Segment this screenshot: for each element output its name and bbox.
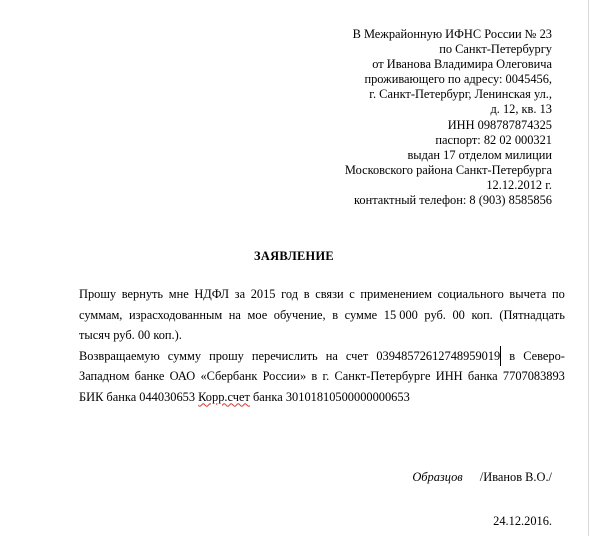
word: с [349,287,355,301]
word: связи [315,287,344,301]
word: «Сбербанк [200,369,258,383]
word: сумме [344,307,378,322]
bik-text: БИК банка 044030653 [79,389,199,404]
addressee-block [345,27,552,208]
header-line: контактный телефон: 8 (903) 8585856 [354,193,552,208]
body-line-2 [79,305,565,326]
word: Прошу [79,287,117,301]
header-line: от Иванова Владимира Олеговича [372,57,552,72]
word: 15 000 [383,307,418,322]
word: вычета [509,287,547,301]
word: счет [345,348,369,363]
word: России» [262,369,307,383]
word: по [552,287,565,301]
signature-block [412,470,552,485]
word: год [281,287,299,301]
word: в [303,287,310,301]
body-line-1 [79,284,565,305]
word: за [234,287,246,301]
body-line-4 [79,346,565,367]
word: мое [247,307,268,322]
body-line-5 [79,366,565,387]
header-line: 12.12.2012 г. [486,177,552,192]
header-line: проживающего по адресу: 0045456, [364,72,552,87]
document-body[interactable] [79,284,565,407]
word: Северо- [523,348,565,363]
header-line: д. 12, кв. 13 [490,102,552,117]
word: банка [467,369,498,383]
word: в [332,307,339,322]
word: обучение, [273,307,326,322]
word: г. [322,369,330,383]
word: коп. [471,307,493,322]
signature-sample: Образцов [412,470,463,484]
word: НДФЛ [194,287,230,301]
word: прошу [209,348,244,363]
word: банке [134,369,165,383]
word: израсходованным [128,307,223,322]
header-line: ИНН 098787874325 [447,117,552,132]
word: суммам, [79,307,123,322]
word: на [325,348,338,363]
document-title: ЗАЯВЛЕНИЕ [254,249,334,263]
header-line: г. Санкт-Петербург, Ленинская ул., [369,87,552,102]
word: 7707083893 [502,369,565,383]
word: ИНН [435,369,463,383]
document-date: 24.12.2016. [493,514,552,528]
word: 00 [452,307,465,322]
word: перечислить [251,348,318,363]
body-line-3: тысяч руб. 00 коп.). [79,328,182,342]
account-number: 03948572612748959019 [376,346,501,367]
word: на [228,307,241,322]
word: Санкт-Петербурге [334,369,431,383]
spellcheck-flagged-word: Корр.счет [198,389,250,404]
word: социального [437,287,504,301]
body-line-6 [79,387,565,408]
word: вернуть [121,287,164,301]
word: (Пятнадцать [499,307,565,322]
word: в [311,369,318,383]
word: ОАО [169,369,196,383]
word: Западном [79,369,130,383]
header-line: Московского района Санкт-Петербурга [344,162,552,177]
word: применением [360,287,432,301]
word: 2015 [250,287,276,301]
header-line: В Межрайонную ИФНС России № 23 [352,27,552,41]
word: мне [168,287,189,301]
word: руб. [424,307,446,322]
word: в [509,348,516,363]
header-line: паспорт: 82 02 000321 [435,132,552,147]
header-line: по Санкт-Петербургу [439,42,552,57]
signatory-name: /Иванов В.О./ [479,470,552,484]
corr-account-text: банка 30101810500000000653 [249,389,410,404]
header-line: выдан 17 отделом милиции [407,147,552,162]
word: сумму [167,348,202,363]
word: Возвращаемую [79,348,160,363]
